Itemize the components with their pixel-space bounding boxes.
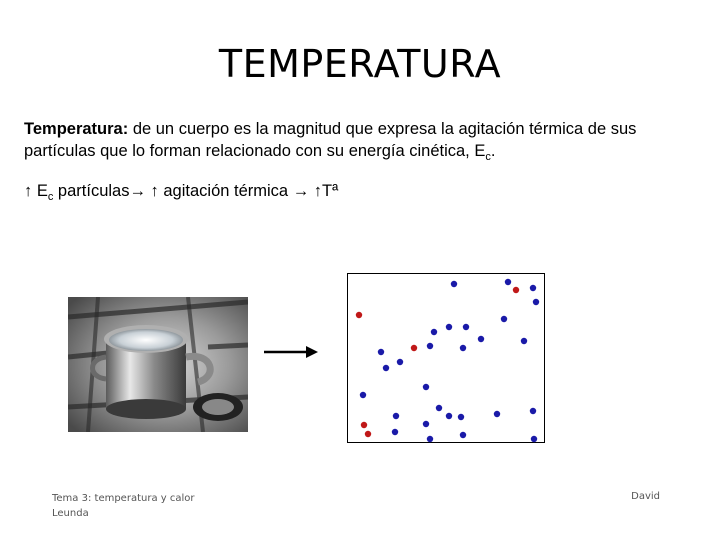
red-particle (513, 287, 519, 293)
blue-particle (531, 436, 537, 442)
blue-particle (383, 365, 389, 371)
blue-particle (427, 436, 433, 442)
blue-particle (530, 285, 536, 291)
relation-subscript: c (47, 191, 54, 203)
relation-line (24, 182, 338, 201)
boiling-pot-photo (68, 297, 248, 432)
blue-particle (460, 345, 466, 351)
blue-particle (423, 384, 429, 390)
footer-left (52, 491, 194, 521)
blue-particle (533, 299, 539, 305)
blue-particle (397, 359, 403, 365)
definition-subscript: c (485, 151, 491, 163)
definition-end: . (490, 142, 496, 160)
red-particle (361, 422, 367, 428)
particle-diagram (347, 273, 545, 443)
blue-particle (505, 279, 511, 285)
definition-text: de un cuerpo es la magnitud que expresa la agitación térmica de sus partículas que lo forman relacionado con su energía cinética, E (24, 120, 637, 160)
blue-particle (501, 316, 507, 322)
blue-particle (521, 338, 527, 344)
blue-particle (392, 429, 398, 435)
blue-particle (451, 281, 457, 287)
blue-particle (423, 421, 429, 427)
blue-particle (460, 432, 466, 438)
blue-particle (530, 408, 536, 414)
blue-particle (427, 343, 433, 349)
blue-particle (436, 405, 442, 411)
red-particle (356, 312, 362, 318)
slide-title: TEMPERATURA (218, 42, 502, 86)
blue-particle (446, 324, 452, 330)
particles-svg (348, 274, 546, 444)
blue-particle (431, 329, 437, 335)
blue-particle (494, 411, 500, 417)
relation-end: partículas→ ↑ agitación térmica → ↑Tª (53, 182, 339, 200)
right-arrow-icon (262, 344, 320, 360)
blue-particle (478, 336, 484, 342)
relation-start: ↑ E (24, 182, 48, 200)
definition-term: Temperatura: (24, 120, 129, 138)
blue-particle (458, 414, 464, 420)
blue-particle (446, 413, 452, 419)
footer-author-surname: Leunda (52, 508, 89, 519)
red-particle (365, 431, 371, 437)
red-particle (411, 345, 417, 351)
footer-topic: Tema 3: temperatura y calor (52, 493, 195, 504)
footer-author-name: David (631, 491, 660, 502)
definition-paragraph (24, 118, 704, 164)
blue-particle (463, 324, 469, 330)
blue-particle (360, 392, 366, 398)
blue-particle (378, 349, 384, 355)
blue-particle (393, 413, 399, 419)
